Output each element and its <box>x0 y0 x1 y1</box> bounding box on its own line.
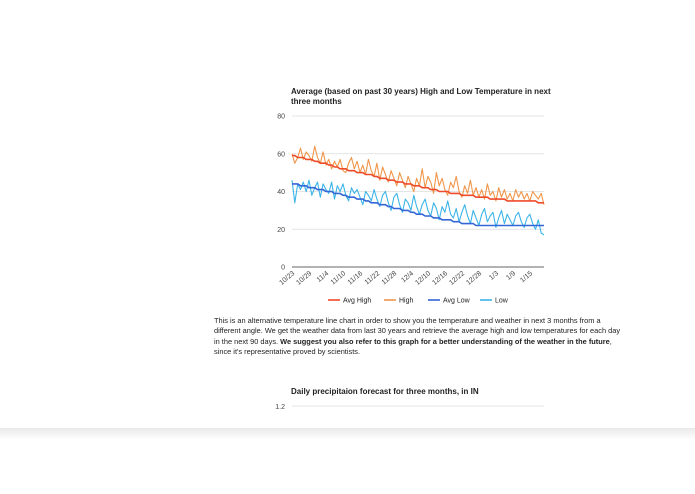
x-axis-ticks <box>278 270 534 287</box>
description-text-1: This is an alternative temperature line chart in order to show you the temperature and weather in next 3 months from a different angle. We get the weather data from last 30 years and retrieve the average high and low temperatures for each day in the next 90 days. <box>214 316 621 346</box>
x-tick-label: 12/4 <box>400 270 416 285</box>
description-text-2: , since it's representative proved by scientists. <box>214 336 612 356</box>
x-tick-label: 12/28 <box>465 270 484 287</box>
y-tick-label: 40 <box>277 189 285 196</box>
x-tick-label: 10/23 <box>278 270 297 287</box>
y-tick-label: 80 <box>277 113 285 121</box>
x-tick-label: 1/15 <box>519 270 535 285</box>
x-tick-label: 12/16 <box>431 270 450 287</box>
y-tick-label: 0 <box>281 264 285 272</box>
y-tick-label: 60 <box>277 151 285 159</box>
x-tick-label: 1/3 <box>488 270 501 282</box>
x-tick-label: 11/28 <box>380 270 399 287</box>
legend-label: Low <box>495 297 508 305</box>
y-axis-ticks <box>277 114 285 272</box>
description-text-bold: We suggest you also refer to this graph for a better understanding of the weather in the future <box>280 336 610 346</box>
series-line-low <box>292 180 544 235</box>
temperature-chart-title: Average (based on past 30 years) High and Low Temperature in next three months <box>291 87 551 106</box>
legend-label: Avg Low <box>443 297 470 305</box>
legend-label: High <box>399 297 414 305</box>
x-tick-label: 10/29 <box>295 270 314 287</box>
y-tick-label: 1.2 <box>275 404 285 411</box>
legend-label: Avg High <box>343 297 372 305</box>
x-tick-label: 1/9 <box>505 270 518 282</box>
x-tick-label: 11/16 <box>346 270 365 287</box>
series-line-high <box>292 146 544 205</box>
x-tick-label: 11/22 <box>363 270 382 287</box>
precip-chart-gridlines <box>275 404 544 411</box>
y-tick-label: 20 <box>277 226 285 234</box>
precipitation-chart-title: Daily precipitaion forecast for three months, in IN <box>291 387 479 396</box>
x-tick-label: 11/10 <box>329 270 348 287</box>
x-tick-label: 11/4 <box>315 270 331 284</box>
x-tick-label: 12/22 <box>448 270 467 287</box>
chart-legend <box>328 298 509 305</box>
page-bottom-fade <box>0 428 695 494</box>
chart-description <box>214 316 624 357</box>
series-lines <box>292 146 544 235</box>
x-tick-label: 12/10 <box>414 270 433 287</box>
